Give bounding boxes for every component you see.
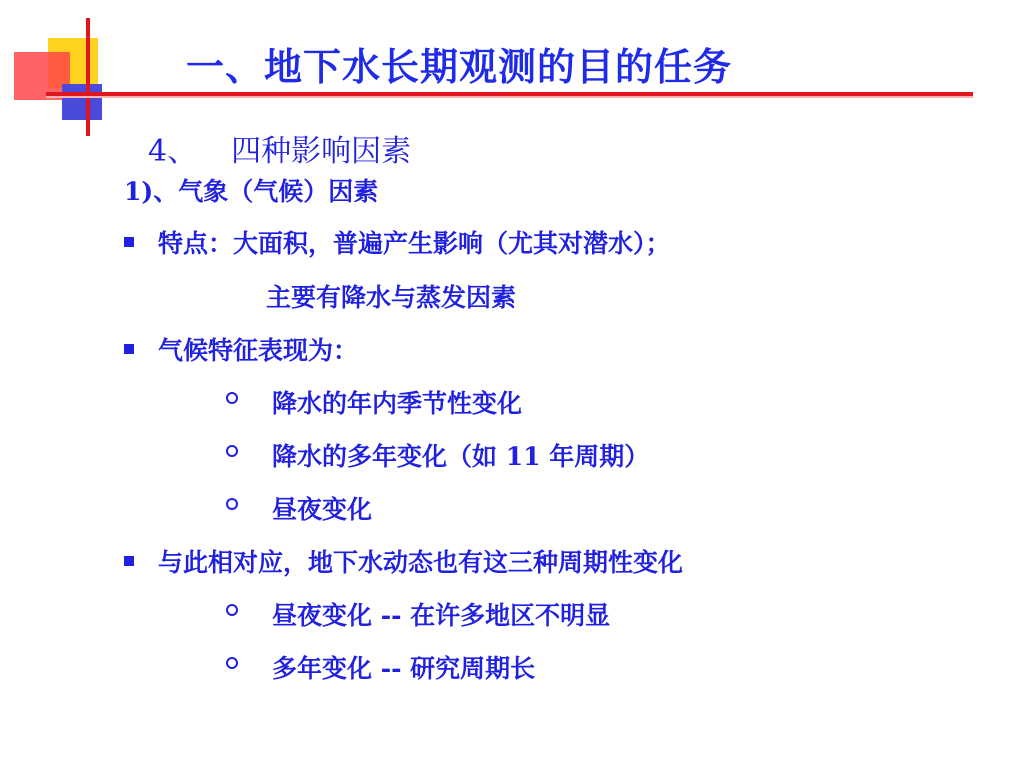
list-item-text: 特点：大面积，普遍产生影响（尤其对潜水）； <box>158 229 671 258</box>
section-heading <box>148 126 411 170</box>
sub-list-item <box>226 384 522 420</box>
subsection-heading: 1)、气象（气候）因素 <box>124 177 379 206</box>
sub-list-item-text: 多年变化 -- 研究周期长 <box>272 654 536 683</box>
square-bullet-icon <box>124 556 134 566</box>
circle-bullet-icon <box>226 498 238 510</box>
slide-title: 一、地下水长期观测的目的任务 <box>186 45 733 89</box>
list-item <box>124 543 683 579</box>
sub-list-item <box>226 649 535 685</box>
sub-list-item <box>226 490 372 526</box>
list-item <box>124 224 671 260</box>
list-item-text: 与此相对应，地下水动态也有这三种周期性变化 <box>158 548 684 577</box>
sub-list-item-text: 降水的多年变化（如 11 年周期） <box>272 442 650 471</box>
circle-bullet-icon <box>226 445 238 457</box>
sub-list-item-text: 降水的年内季节性变化 <box>272 389 523 418</box>
circle-bullet-icon <box>226 657 238 669</box>
list-item <box>124 331 358 367</box>
square-bullet-icon <box>124 344 134 354</box>
decor-vertical-line <box>86 18 90 136</box>
section-title: 四种影响因素 <box>231 134 412 169</box>
circle-bullet-icon <box>226 604 238 616</box>
title-underline-shadow <box>46 96 973 98</box>
sub-list-item-text: 昼夜变化 <box>272 495 373 524</box>
decor-blue-square <box>62 84 102 120</box>
sub-list-item-text: 昼夜变化 -- 在许多地区不明显 <box>272 601 611 630</box>
circle-bullet-icon <box>226 392 238 404</box>
section-number: 4、 <box>148 134 198 169</box>
square-bullet-icon <box>124 237 134 247</box>
sub-list-item <box>226 437 649 473</box>
sub-list-item <box>226 596 610 632</box>
list-item-text: 气候特征表现为： <box>158 336 359 365</box>
list-item-continuation: 主要有降水与蒸发因素 <box>266 283 517 312</box>
